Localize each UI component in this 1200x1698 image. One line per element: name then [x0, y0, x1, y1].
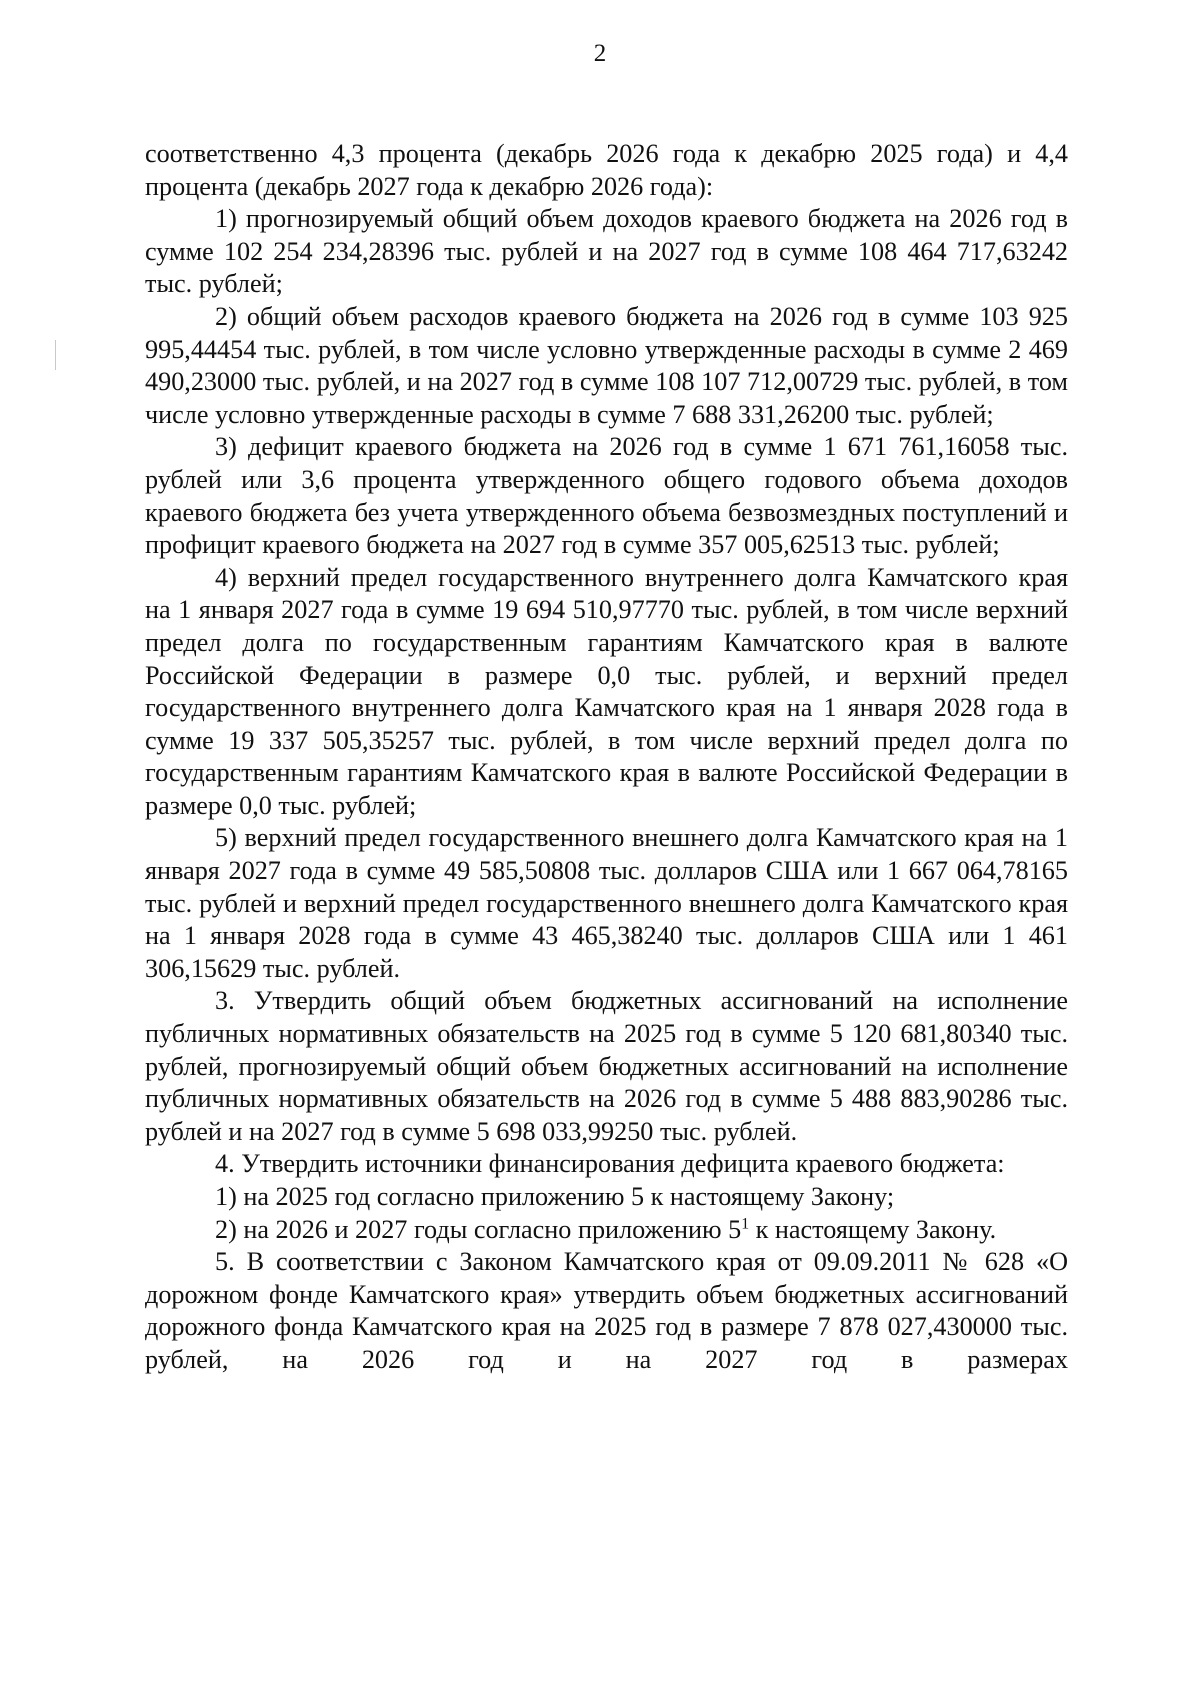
- paragraph-item-5-external-debt: 5) верхний предел государственного внешнего долга Камчатского края на 1 января 2027 года в сумме 49 585,50808 тыс. долларов США или 1 667 064,78165 тыс. рублей и верхний предел государственного внешнего долга Камчатского края на 1 января 2028 года в сумме 43 465,38240 тыс. долларов США или 1 461 306,15629 тыс. рублей.: [145, 823, 1068, 983]
- paragraph-section-4: 4. Утвердить источники финансирования дефицита краевого бюджета:: [215, 1149, 1005, 1179]
- paragraph-item-4-internal-debt: 4) верхний предел государственного внутреннего долга Камчатского края на 1 января 2027 года в сумме 19 694 510,97770 тыс. рублей, в том числе верхний предел долга по государственным гарантиям Камчатского края в валюте Российской Федерации в размере 0,0 тыс. рублей, и верхний предел государственного внутреннего долга Камчатского края на 1 января 2028 года в сумме 19 337 505,35257 тыс. рублей, в том числе верхний предел долга по государственным гарантиям Камчатского края в валюте Российской Федерации в размере 0,0 тыс. рублей;: [145, 562, 1068, 820]
- page-number: 2: [593, 40, 607, 67]
- document-body: [145, 138, 1068, 1377]
- appendix-superscript: 1: [741, 1214, 750, 1232]
- paragraph-section-4-item-2: [145, 1214, 1068, 1247]
- paragraph-section-5: 5. В соответствии с Законом Камчатского края от 09.09.2011 № 628 «О дорожном фонде Камчатского края» утвердить объем бюджетных ассигнований дорожного фонда Камчатского края на 2025 год в размере 7 878 027,430000 тыс. рублей, на 2026 год и на 2027 год в размерах: [145, 1247, 1068, 1374]
- paragraph-section-3: 3. Утвердить общий объем бюджетных ассигнований на исполнение публичных нормативных обязательств на 2025 год в сумме 5 120 681,80340 тыс. рублей, прогнозируемый общий объем бюджетных ассигнований на исполнение публичных нормативных обязательств на 2026 год в сумме 5 488 883,90286 тыс. рублей и на 2027 год в сумме 5 698 033,99250 тыс. рублей.: [145, 986, 1068, 1146]
- paragraph-section-4-item-1: 1) на 2025 год согласно приложению 5 к настоящему Закону;: [215, 1182, 895, 1211]
- paragraph-item-2-expenses: 2) общий объем расходов краевого бюджета на 2026 год в сумме 103 925 995,44454 тыс. рублей, в том числе условно утвержденные расходы в сумме 2 469 490,23000 тыс. рублей, и на 2027 год в сумме 108 107 712,00729 тыс. рублей, в том числе условно утвержденные расходы в сумме 7 688 331,26200 тыс. рублей;: [145, 301, 1068, 429]
- margin-mark: [55, 340, 56, 370]
- paragraph-continuation: соответственно 4,3 процента (декабрь 2026 года к декабрю 2025 года) и 4,4 процента (декабрь 2027 года к декабрю 2026 года):: [145, 139, 1068, 201]
- paragraph-section-4-item-2-tail: к настоящему Закону.: [749, 1214, 997, 1244]
- paragraph-item-1-revenue: 1) прогнозируемый общий объем доходов краевого бюджета на 2026 год в сумме 102 254 234,28396 тыс. рублей и на 2027 год в сумме 108 464 717,63242 тыс. рублей;: [145, 204, 1068, 299]
- paragraph-item-3-deficit: 3) дефицит краевого бюджета на 2026 год в сумме 1 671 761,16058 тыс. рублей или 3,6 процента утвержденного общего годового объема доходов краевого бюджета без учета утвержденного объема безвозмездных поступлений и профицит краевого бюджета на 2027 год в сумме 357 005,62513 тыс. рублей;: [145, 432, 1068, 560]
- paragraph-section-4-item-2-text: 2) на 2026 и 2027 годы согласно приложению 5: [215, 1214, 742, 1244]
